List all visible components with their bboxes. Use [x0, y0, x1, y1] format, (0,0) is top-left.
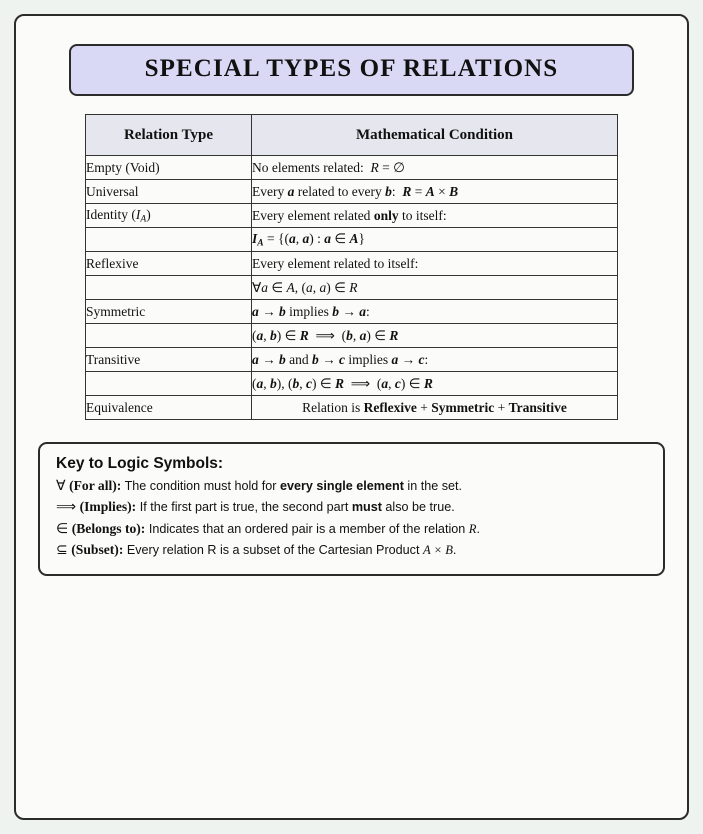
table-row — [86, 300, 618, 324]
cell-relation-type: Equivalence — [86, 396, 252, 420]
key-entry-label: (For all): — [69, 478, 122, 493]
table-row — [86, 156, 618, 180]
condition-text: a → b and b → c implies a → c: — [252, 351, 429, 367]
cell-relation-type: Universal — [86, 180, 252, 204]
cell-relation-type-empty — [86, 372, 252, 396]
cell-relation-type: Symmetric — [86, 300, 252, 324]
key-to-logic-symbols-box — [38, 442, 665, 576]
key-entry-text-before: Every relation R is a subset of the Cartesian Product — [126, 542, 423, 557]
key-entry-text-after: also be true. — [381, 500, 455, 515]
table-header-row — [86, 115, 618, 156]
key-entry-text-after: in the set. — [403, 479, 462, 493]
cell-relation-type-empty — [86, 276, 252, 300]
subset-icon: ⊆ — [56, 542, 68, 558]
key-box-title: Key to Logic Symbols: — [56, 455, 224, 472]
column-header-mathematical-condition: Mathematical Condition — [252, 115, 618, 156]
cell-condition — [252, 156, 618, 180]
key-entry-emphasis: must — [351, 500, 382, 515]
cell-relation-type: Empty (Void) — [86, 156, 252, 180]
condition-formula: $I_A = \{(a$, a) : a ∈ A} — [252, 230, 365, 249]
for-all-icon: ∀ — [56, 479, 66, 494]
relations-table — [85, 114, 618, 420]
condition-text: Every element related only to itself: — [252, 207, 447, 223]
table-row — [86, 204, 618, 228]
table-row — [86, 348, 618, 372]
cell-relation-type-empty — [86, 324, 252, 348]
key-entry-text-before: The condition must hold for — [124, 479, 280, 493]
table-row — [86, 228, 618, 252]
key-entry-emphasis: A × B — [422, 542, 453, 557]
cell-condition — [252, 396, 618, 420]
cell-condition — [252, 180, 618, 204]
cell-condition — [252, 348, 618, 372]
table-row — [86, 372, 618, 396]
cell-condition — [252, 300, 618, 324]
page-title-banner — [69, 44, 634, 96]
table-row — [86, 252, 618, 276]
cell-condition — [252, 372, 618, 396]
relation-type-text: Identity $(I_A)$ — [86, 206, 151, 225]
condition-text: a → b implies b → a: — [252, 303, 370, 319]
key-entry-label: (Belongs to): — [71, 520, 146, 536]
column-header-relation-type: Relation Type — [86, 115, 252, 156]
condition-text: No elements related: R = ∅ — [252, 159, 405, 175]
key-entry-label: (Implies): — [79, 499, 137, 515]
table-row — [86, 324, 618, 348]
cell-relation-type — [86, 204, 252, 228]
key-entry-label: (Subset): — [71, 541, 124, 557]
condition-formula: ∀a ∈ A, (a, a) ∈ R — [252, 279, 358, 295]
cell-relation-type-empty — [86, 228, 252, 252]
key-entry-implies — [56, 497, 647, 518]
key-entry-for-all — [56, 476, 647, 497]
key-entry-text-after: . — [452, 542, 457, 557]
key-entry-subset — [56, 540, 647, 561]
cell-condition: Every element related to itself: — [252, 252, 618, 276]
cell-relation-type: Reflexive — [86, 252, 252, 276]
cell-condition — [252, 276, 618, 300]
cell-relation-type: Transitive — [86, 348, 252, 372]
condition-formula: (a, b), (b, c) ∈ R ⟹ (a, c) ∈ R — [252, 375, 433, 391]
relations-table-container — [38, 114, 665, 420]
key-entry-belongs-to — [56, 519, 647, 540]
cell-condition — [252, 228, 618, 252]
cell-condition — [252, 204, 618, 228]
key-entry-text-before: If the first part is true, the second part — [139, 500, 352, 515]
key-entry-emphasis: every single element — [279, 479, 404, 493]
key-entry-emphasis: R — [468, 521, 477, 536]
condition-formula: (a, b) ∈ R ⟹ (b, a) ∈ R — [252, 327, 399, 343]
page-title: SPECIAL TYPES OF RELATIONS — [144, 55, 559, 82]
implies-icon: ⟹ — [56, 500, 77, 516]
table-row — [86, 396, 618, 420]
condition-text: Relation is Reflexive + Symmetric + Transitive — [302, 399, 567, 415]
condition-text: Every a related to every b: R = A × B — [252, 183, 459, 199]
document-card — [14, 14, 689, 820]
key-entry-text-before: Indicates that an ordered pair is a member of the relation — [148, 521, 469, 536]
element-of-icon: ∈ — [56, 521, 69, 537]
table-row — [86, 180, 618, 204]
key-entry-text-after: . — [476, 521, 480, 536]
table-row — [86, 276, 618, 300]
cell-condition — [252, 324, 618, 348]
